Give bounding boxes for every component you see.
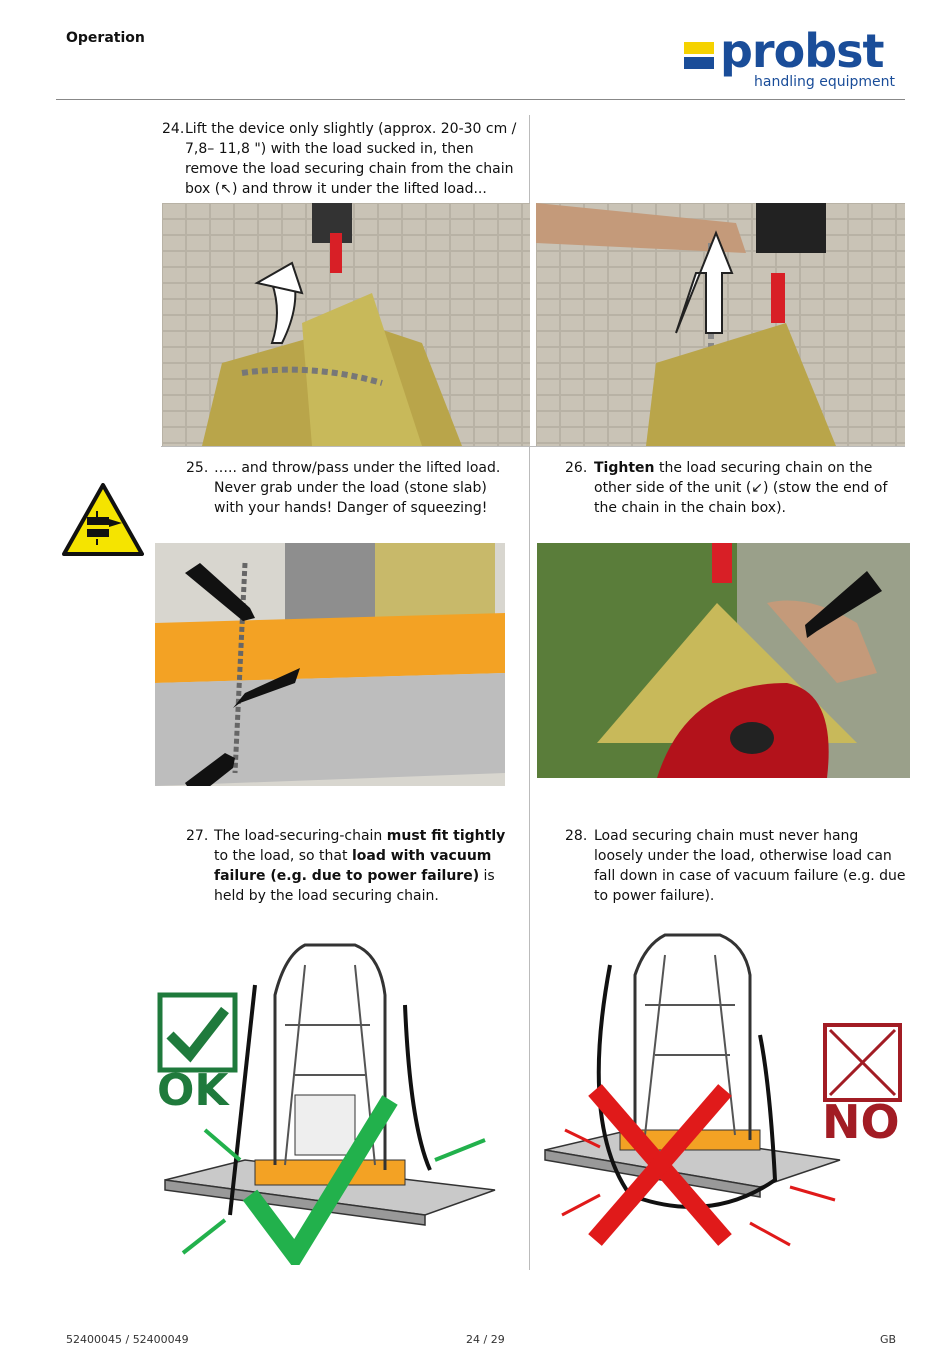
logo-mark [684,42,714,70]
probst-logo [684,24,899,94]
step-rest: the load securing chain on the other side of the unit (↙) (stow the end of the chain in the chain box). [594,460,888,516]
photo-pull-chain [536,203,905,446]
document-number: 52400045 / 52400049 [66,1333,189,1346]
step-number: 26. [565,460,588,476]
page-number: 24 / 29 [466,1333,505,1346]
no-label: NO [822,1095,900,1149]
step-emphasis: Tighten [594,460,655,476]
photo-chain-under-slab [155,543,505,786]
step-number: 27. [186,828,209,844]
step-text: Load securing chain must never hang loosely under the load, otherwise load can fall down in case of vacuum failure (e.g. due to power failure). [594,828,906,904]
illustration-wrong-chain [540,925,905,1265]
step-number: 28. [565,828,588,844]
section-title: Operation [66,30,145,46]
photo-tighten-chain [537,543,910,778]
step-number: 25. [186,460,209,476]
step-text: Lift the device only slightly (approx. 20-30 cm / 7,8– 11,8 ") with the load sucked in, then remove the load securing chain from the chain box (↖) and throw it under the lifted load... [185,121,517,197]
header-divider [56,99,905,100]
step-text: The load-securing-chain must fit tightly to the load, so that load with vacuum failure (e.g. due to power failure) is held by the load securing chain. [214,828,506,904]
logo-word: probst [720,24,884,78]
row-divider [161,446,905,447]
language-code: GB [880,1333,897,1346]
logo-tagline: handling equipment [754,74,895,90]
squeeze-warning-icon [62,483,144,556]
photo-lift-device [162,203,530,446]
illustration-correct-chain [155,925,500,1265]
step-number: 24. [162,121,185,137]
ok-label: OK [157,1065,229,1116]
step-text [594,458,906,518]
step-text: ….. and throw/pass under the lifted load. Never grab under the load (stone slab) with your hands! Danger of squeezing! [214,460,501,516]
